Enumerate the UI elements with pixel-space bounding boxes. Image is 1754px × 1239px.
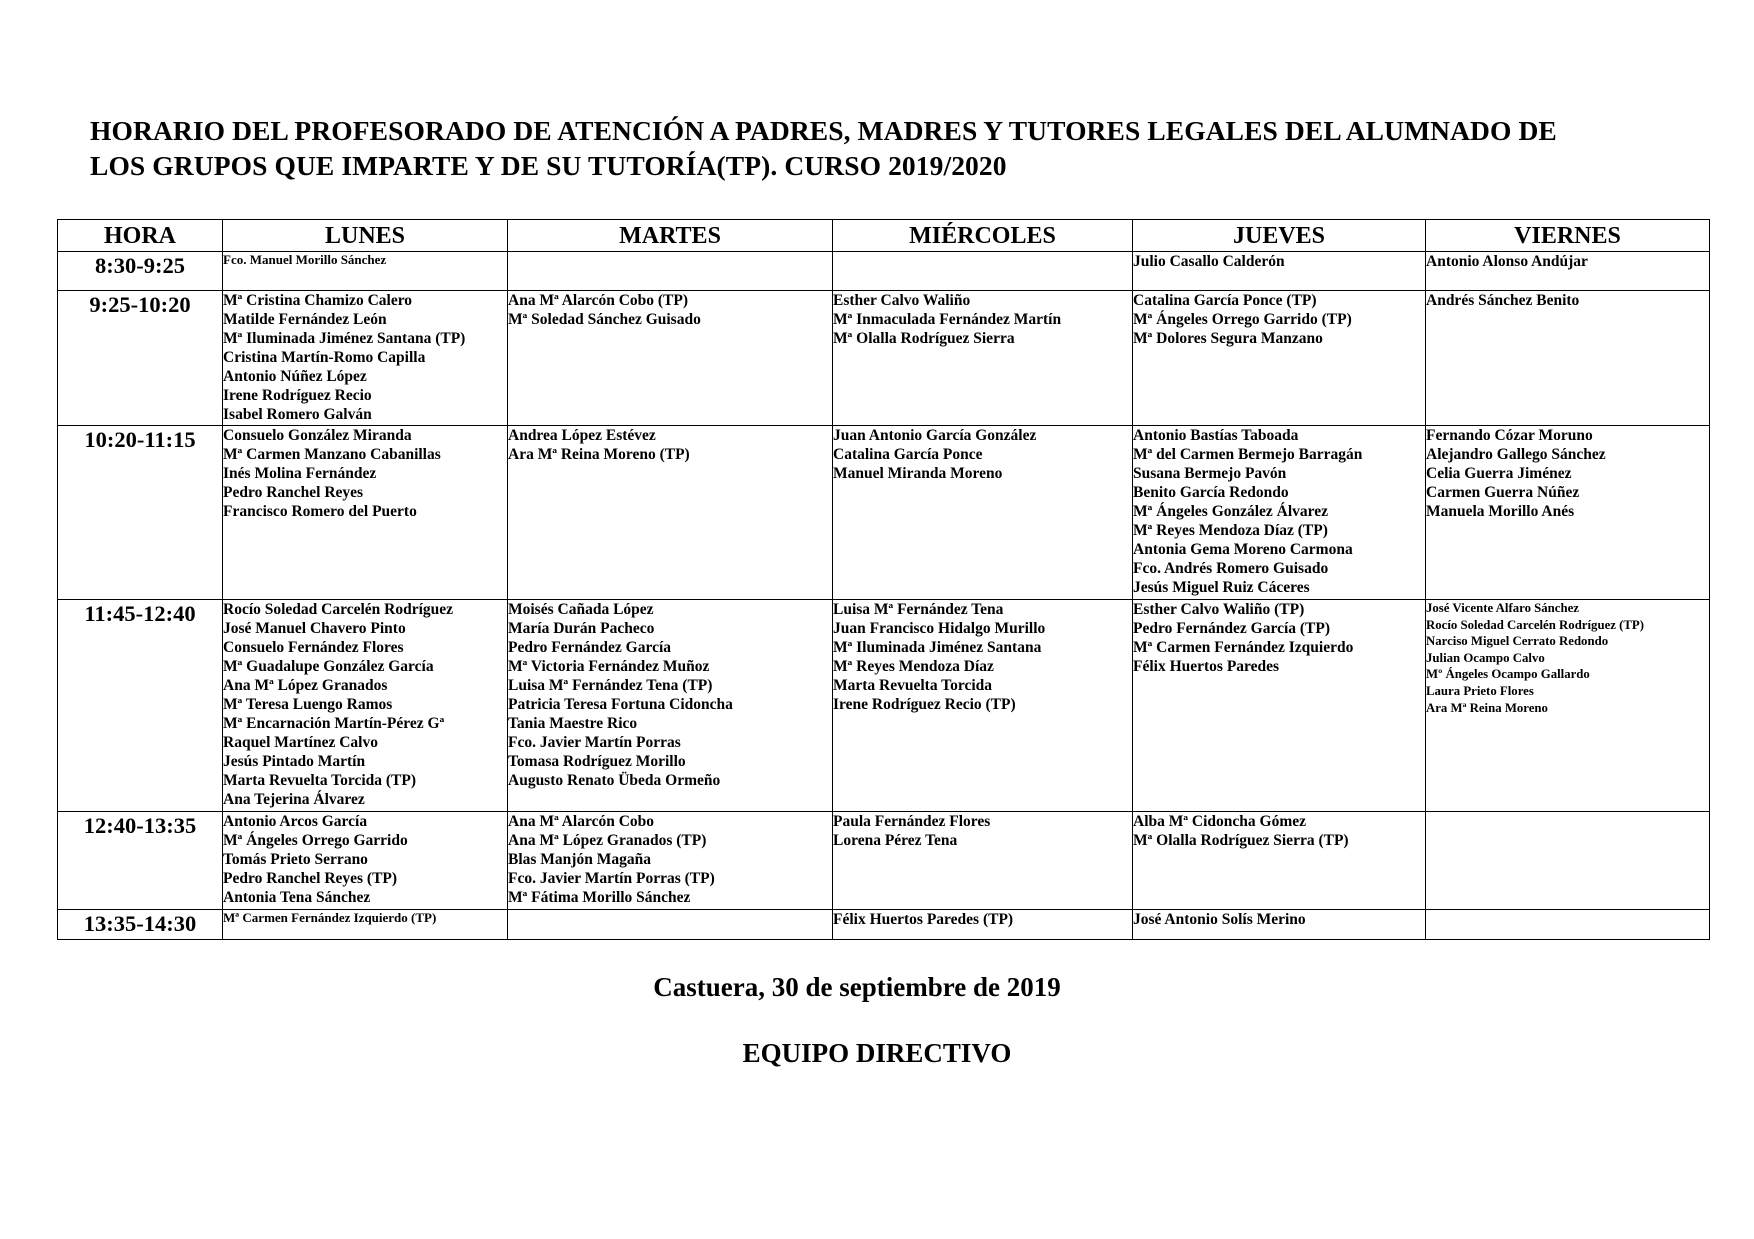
teacher-name: Matilde Fernández León [223, 311, 387, 328]
teacher-name: Celia Guerra Jiménez [1426, 465, 1572, 482]
teacher-list [833, 426, 1132, 483]
teacher-list [508, 291, 832, 329]
teacher-name: Esther Calvo Waliño [833, 292, 971, 309]
teacher-name: Susana Bermejo Pavón [1133, 465, 1287, 482]
time-cell: 9:25-10:20 [58, 291, 223, 426]
header-viernes: VIERNES [1426, 220, 1710, 252]
time-cell: 12:40-13:35 [58, 812, 223, 910]
day-cell-miercoles [833, 252, 1133, 291]
teacher-name: Antonio Alonso Andújar [1426, 253, 1588, 270]
teacher-name: Jesús Miguel Ruiz Cáceres [1133, 579, 1310, 596]
teacher-name: Julio Casallo Calderón [1133, 253, 1285, 270]
teacher-name: Mª Teresa Luengo Ramos [223, 696, 393, 713]
teacher-name: Augusto Renato Übeda Ormeño [508, 772, 721, 789]
day-cell-viernes [1426, 252, 1710, 291]
teacher-name: Carmen Guerra Núñez [1426, 484, 1580, 501]
teacher-name: Moisés Cañada López [508, 601, 654, 618]
teacher-name: Ara Mª Reina Moreno (TP) [508, 446, 690, 463]
day-cell-jueves [1133, 291, 1426, 426]
day-cell-lunes [223, 252, 508, 291]
teacher-name: Fco. Javier Martín Porras (TP) [508, 870, 715, 887]
teacher-name: Tania Maestre Rico [508, 715, 638, 732]
day-cell-viernes [1426, 910, 1710, 940]
teacher-name: María Durán Pacheco [508, 620, 655, 637]
teacher-list [508, 812, 832, 907]
teacher-list [223, 426, 507, 521]
day-cell-jueves [1133, 812, 1426, 910]
title-line-1: HORARIO DEL PROFESORADO DE ATENCIÓN A PADRES, MADRES Y TUTORES LEGALES DEL ALUMNADO DE [90, 115, 1557, 146]
table-row [58, 252, 1710, 291]
teacher-name: Jesús Pintado Martín [223, 753, 366, 770]
teacher-name: Patricia Teresa Fortuna Cidoncha [508, 696, 733, 713]
day-cell-jueves [1133, 910, 1426, 940]
teacher-name: Paula Fernández Flores [833, 813, 991, 830]
teacher-name: Cristina Martín-Romo Capilla [223, 349, 426, 366]
day-cell-jueves [1133, 426, 1426, 600]
teacher-name: Manuel Miranda Moreno [833, 465, 1003, 482]
teacher-list [1133, 252, 1425, 271]
teacher-name: Inés Molina Fernández [223, 465, 377, 482]
teacher-name: Mª Olalla Rodríguez Sierra [833, 330, 1015, 347]
teacher-name: Marta Revuelta Torcida (TP) [223, 772, 417, 789]
teacher-name: Mª Olalla Rodríguez Sierra (TP) [1133, 832, 1349, 849]
teacher-list [1133, 812, 1425, 850]
teacher-name: Andrea López Estévez [508, 427, 656, 444]
day-cell-viernes [1426, 291, 1710, 426]
table-row [58, 600, 1710, 812]
teacher-name: Mª Soledad Sánchez Guisado [508, 311, 701, 328]
header-jueves: JUEVES [1133, 220, 1426, 252]
header-hora: HORA [58, 220, 223, 252]
teacher-name: Fco. Javier Martín Porras [508, 734, 681, 751]
header-row [58, 220, 1710, 252]
teacher-name: Raquel Martínez Calvo [223, 734, 378, 751]
teacher-name: Alba Mª Cidoncha Gómez [1133, 813, 1306, 830]
day-cell-viernes [1426, 426, 1710, 600]
teacher-name: Mª Fátima Morillo Sánchez [508, 889, 691, 906]
teacher-name: Mª Inmaculada Fernández Martín [833, 311, 1062, 328]
teacher-name: Antonio Bastías Taboada [1133, 427, 1299, 444]
teacher-name: Benito García Redondo [1133, 484, 1289, 501]
day-cell-jueves [1133, 252, 1426, 291]
day-cell-lunes [223, 600, 508, 812]
teacher-name: Isabel Romero Galván [223, 406, 372, 423]
teacher-name: Ana Mª Alarcón Cobo (TP) [508, 292, 689, 309]
teacher-name: Mª Dolores Segura Manzano [1133, 330, 1323, 347]
header-lunes: LUNES [223, 220, 508, 252]
document-title [90, 113, 1710, 183]
day-cell-viernes [1426, 812, 1710, 910]
teacher-list [223, 252, 507, 267]
day-cell-martes [508, 812, 833, 910]
teacher-list [833, 812, 1132, 850]
table-row [58, 812, 1710, 910]
teacher-name: Fernando Cózar Moruno [1426, 427, 1593, 444]
teacher-list [1133, 291, 1425, 348]
teacher-name: Marta Revuelta Torcida [833, 677, 993, 694]
teacher-name: Félix Huertos Paredes (TP) [833, 911, 1014, 928]
teacher-name: Antonio Arcos García [223, 813, 368, 830]
teacher-list [508, 600, 832, 790]
teacher-list [1133, 600, 1425, 676]
teacher-list [1133, 910, 1425, 929]
schedule-body [58, 252, 1710, 940]
header-martes: MARTES [508, 220, 833, 252]
time-cell: 10:20-11:15 [58, 426, 223, 600]
table-row [58, 291, 1710, 426]
day-cell-martes [508, 252, 833, 291]
teacher-name: Narciso Miguel Cerrato Redondo [1426, 634, 1609, 649]
day-cell-lunes [223, 910, 508, 940]
teacher-name: Luisa Mª Fernández Tena (TP) [508, 677, 713, 694]
teacher-name: Catalina García Ponce (TP) [1133, 292, 1317, 309]
teacher-name: Félix Huertos Paredes [1133, 658, 1280, 675]
teacher-name: Antonia Tena Sánchez [223, 889, 371, 906]
teacher-name: Rocío Soledad Carcelén Rodríguez (TP) [1426, 617, 1644, 632]
teacher-name: Mª Reyes Mendoza Díaz [833, 658, 994, 675]
teacher-name: Catalina García Ponce [833, 446, 983, 463]
teacher-list [833, 600, 1132, 714]
teacher-list [1426, 252, 1709, 271]
place-date: Castuera, 30 de septiembre de 2019 [653, 972, 1061, 1002]
teacher-list [508, 426, 832, 464]
teacher-list [223, 291, 507, 424]
teacher-name: Mª Ángeles Orrego Garrido (TP) [1133, 311, 1352, 328]
teacher-name: Irene Rodríguez Recio [223, 387, 372, 404]
day-cell-miercoles [833, 600, 1133, 812]
teacher-name: Tomás Prieto Serrano [223, 851, 368, 868]
day-cell-miercoles [833, 812, 1133, 910]
teacher-name: Laura Prieto Flores [1426, 683, 1534, 698]
teacher-name: Mª Carmen Fernández Izquierdo (TP) [223, 910, 437, 925]
day-cell-lunes [223, 812, 508, 910]
signature: EQUIPO DIRECTIVO [742, 1038, 1012, 1068]
teacher-name: Luisa Mª Fernández Tena [833, 601, 1004, 618]
teacher-name: Antonio Núñez López [223, 368, 367, 385]
teacher-name: Mª del Carmen Bermejo Barragán [1133, 446, 1363, 463]
time-cell: 13:35-14:30 [58, 910, 223, 940]
teacher-name: Consuelo González Miranda [223, 427, 412, 444]
teacher-name: Juan Antonio García González [833, 427, 1037, 444]
teacher-name: José Antonio Solís Merino [1133, 911, 1306, 928]
teacher-list [1426, 426, 1709, 521]
day-cell-martes [508, 600, 833, 812]
day-cell-miercoles [833, 291, 1133, 426]
teacher-name: Mº Ángeles Ocampo Gallardo [1426, 667, 1590, 682]
day-cell-miercoles [833, 426, 1133, 600]
teacher-name: Lorena Pérez Tena [833, 832, 958, 849]
teacher-list [833, 910, 1132, 929]
header-miercoles: MIÉRCOLES [833, 220, 1133, 252]
teacher-name: Fco. Manuel Morillo Sánchez [223, 252, 387, 267]
teacher-name: Antonia Gema Moreno Carmona [1133, 541, 1353, 558]
day-cell-lunes [223, 291, 508, 426]
table-row [58, 910, 1710, 940]
day-cell-martes [508, 291, 833, 426]
teacher-name: Mª Iluminada Jiménez Santana [833, 639, 1042, 656]
teacher-name: Mª Encarnación Martín-Pérez Gª [223, 715, 445, 732]
teacher-name: Mª Ángeles González Álvarez [1133, 503, 1329, 520]
teacher-name: Mª Carmen Fernández Izquierdo [1133, 639, 1354, 656]
teacher-name: Fco. Andrés Romero Guisado [1133, 560, 1329, 577]
teacher-name: Ana Tejerina Álvarez [223, 791, 365, 808]
day-cell-viernes [1426, 600, 1710, 812]
teacher-list [223, 910, 507, 925]
title-line-2: LOS GRUPOS QUE IMPARTE Y DE SU TUTORÍA(TP). CURSO 2019/2020 [90, 150, 1007, 181]
teacher-name: Ara Mª Reina Moreno [1426, 700, 1548, 715]
teacher-name: Pedro Ranchel Reyes [223, 484, 364, 501]
teacher-name: José Vicente Alfaro Sánchez [1426, 601, 1579, 615]
teacher-name: Andrés Sánchez Benito [1426, 292, 1580, 309]
day-cell-lunes [223, 426, 508, 600]
teacher-name: Consuelo Fernández Flores [223, 639, 404, 656]
time-cell: 8:30-9:25 [58, 252, 223, 291]
teacher-name: Mª Guadalupe González García [223, 658, 434, 675]
teacher-name: Ana Mª López Granados [223, 677, 388, 694]
teacher-list [833, 291, 1132, 348]
teacher-name: Tomasa Rodríguez Morillo [508, 753, 686, 770]
teacher-name: Alejandro Gallego Sánchez [1426, 446, 1606, 463]
teacher-name: Mª Reyes Mendoza Díaz (TP) [1133, 522, 1328, 539]
teacher-name: Mª Cristina Chamizo Calero [223, 292, 413, 309]
teacher-name: Blas Manjón Magaña [508, 851, 651, 868]
teacher-name: Mª Iluminada Jiménez Santana (TP) [223, 330, 466, 347]
teacher-name: Irene Rodríguez Recio (TP) [833, 696, 1016, 713]
teacher-name: Pedro Fernández García (TP) [1133, 620, 1331, 637]
day-cell-martes [508, 426, 833, 600]
teacher-name: Rocío Soledad Carcelén Rodríguez [223, 601, 454, 618]
day-cell-miercoles [833, 910, 1133, 940]
time-cell: 11:45-12:40 [58, 600, 223, 812]
teacher-name: Ana Mª López Granados (TP) [508, 832, 707, 849]
teacher-name: José Manuel Chavero Pinto [223, 620, 406, 637]
teacher-name: Juan Francisco Hidalgo Murillo [833, 620, 1046, 637]
teacher-name: Mª Carmen Manzano Cabanillas [223, 446, 441, 463]
teacher-name: Julian Ocampo Calvo [1426, 650, 1545, 665]
teacher-name: Manuela Morillo Anés [1426, 503, 1575, 520]
teacher-name: Francisco Romero del Puerto [223, 503, 417, 520]
schedule-table [57, 219, 1710, 940]
day-cell-jueves [1133, 600, 1426, 812]
teacher-name: Mª Victoria Fernández Muñoz [508, 658, 710, 675]
teacher-list [223, 600, 507, 809]
teacher-list [1426, 600, 1709, 716]
table-row [58, 426, 1710, 600]
teacher-name: Ana Mª Alarcón Cobo [508, 813, 655, 830]
teacher-name: Mª Ángeles Orrego Garrido [223, 832, 408, 849]
teacher-name: Esther Calvo Waliño (TP) [1133, 601, 1305, 618]
teacher-list [1133, 426, 1425, 597]
day-cell-martes [508, 910, 833, 940]
teacher-name: Pedro Ranchel Reyes (TP) [223, 870, 398, 887]
teacher-list [1426, 291, 1709, 310]
teacher-list [223, 812, 507, 907]
teacher-name: Pedro Fernández García [508, 639, 672, 656]
